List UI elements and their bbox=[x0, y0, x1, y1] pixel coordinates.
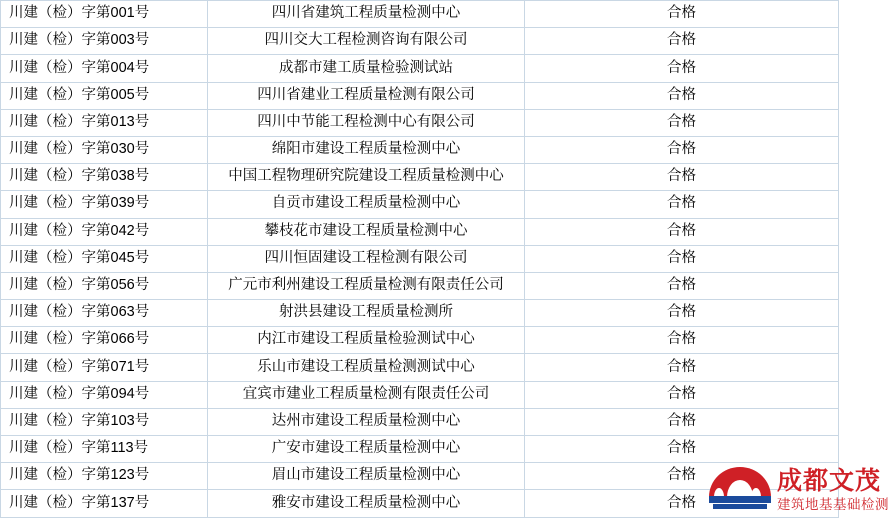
cell-institution-name: 达州市建设工程质量检测中心 bbox=[208, 408, 525, 435]
cell-certificate-code: 川建（检）字第042号 bbox=[1, 218, 208, 245]
cell-certificate-code: 川建（检）字第137号 bbox=[1, 490, 208, 517]
cell-result: 合格 bbox=[525, 191, 839, 218]
cell-certificate-code: 川建（检）字第013号 bbox=[1, 109, 208, 136]
cell-result: 合格 bbox=[525, 136, 839, 163]
cell-certificate-code: 川建（检）字第030号 bbox=[1, 136, 208, 163]
table-row bbox=[1, 218, 839, 245]
cell-institution-name: 四川省建业工程质量检测有限公司 bbox=[208, 82, 525, 109]
cell-result: 合格 bbox=[525, 164, 839, 191]
table-row bbox=[1, 272, 839, 299]
table-row bbox=[1, 381, 839, 408]
cell-institution-name: 绵阳市建设工程质量检测中心 bbox=[208, 136, 525, 163]
cell-institution-name: 内江市建设工程质量检验测试中心 bbox=[208, 327, 525, 354]
table-row bbox=[1, 327, 839, 354]
cell-institution-name: 四川省建筑工程质量检测中心 bbox=[208, 1, 525, 28]
cell-institution-name: 广安市建设工程质量检测中心 bbox=[208, 436, 525, 463]
cell-result: 合格 bbox=[525, 245, 839, 272]
table-row bbox=[1, 408, 839, 435]
cell-result: 合格 bbox=[525, 463, 839, 490]
cell-institution-name: 射洪县建设工程质量检测所 bbox=[208, 300, 525, 327]
cell-result: 合格 bbox=[525, 381, 839, 408]
cell-institution-name: 乐山市建设工程质量检测测试中心 bbox=[208, 354, 525, 381]
cell-result: 合格 bbox=[525, 436, 839, 463]
table-body bbox=[1, 1, 839, 518]
table-row bbox=[1, 436, 839, 463]
cell-institution-name: 中国工程物理研究院建设工程质量检测中心 bbox=[208, 164, 525, 191]
cell-certificate-code: 川建（检）字第103号 bbox=[1, 408, 208, 435]
cell-institution-name: 四川恒固建设工程检测有限公司 bbox=[208, 245, 525, 272]
cell-institution-name: 四川中节能工程检测中心有限公司 bbox=[208, 109, 525, 136]
table-row bbox=[1, 136, 839, 163]
table-row bbox=[1, 109, 839, 136]
table-row bbox=[1, 191, 839, 218]
table-row bbox=[1, 300, 839, 327]
cell-institution-name: 宜宾市建业工程质量检测有限责任公司 bbox=[208, 381, 525, 408]
cell-result: 合格 bbox=[525, 109, 839, 136]
cell-certificate-code: 川建（检）字第063号 bbox=[1, 300, 208, 327]
cell-institution-name: 四川交大工程检测咨询有限公司 bbox=[208, 28, 525, 55]
watermark-company-name: 成都文茂 bbox=[777, 466, 882, 495]
cell-institution-name: 雅安市建设工程质量检测中心 bbox=[208, 490, 525, 517]
table-row bbox=[1, 82, 839, 109]
cell-result: 合格 bbox=[525, 327, 839, 354]
cell-certificate-code: 川建（检）字第071号 bbox=[1, 354, 208, 381]
cell-result: 合格 bbox=[525, 55, 839, 82]
table-row bbox=[1, 1, 839, 28]
cell-institution-name: 成都市建工质量检验测试站 bbox=[208, 55, 525, 82]
table-row bbox=[1, 245, 839, 272]
watermark-tagline: 建筑地基基础检测 bbox=[777, 496, 889, 512]
cell-certificate-code: 川建（检）字第003号 bbox=[1, 28, 208, 55]
cell-result: 合格 bbox=[525, 272, 839, 299]
table-row bbox=[1, 55, 839, 82]
cell-certificate-code: 川建（检）字第094号 bbox=[1, 381, 208, 408]
cell-result: 合格 bbox=[525, 490, 839, 517]
cell-certificate-code: 川建（检）字第045号 bbox=[1, 245, 208, 272]
cell-result: 合格 bbox=[525, 218, 839, 245]
cell-certificate-code: 川建（检）字第038号 bbox=[1, 164, 208, 191]
cell-result: 合格 bbox=[525, 408, 839, 435]
cell-certificate-code: 川建（检）字第056号 bbox=[1, 272, 208, 299]
table-row bbox=[1, 164, 839, 191]
table-row bbox=[1, 28, 839, 55]
cell-result: 合格 bbox=[525, 82, 839, 109]
cell-result: 合格 bbox=[525, 28, 839, 55]
cell-institution-name: 自贡市建设工程质量检测中心 bbox=[208, 191, 525, 218]
cell-certificate-code: 川建（检）字第004号 bbox=[1, 55, 208, 82]
cell-certificate-code: 川建（检）字第039号 bbox=[1, 191, 208, 218]
cell-certificate-code: 川建（检）字第113号 bbox=[1, 436, 208, 463]
cell-result: 合格 bbox=[525, 1, 839, 28]
cell-result: 合格 bbox=[525, 354, 839, 381]
cell-certificate-code: 川建（检）字第005号 bbox=[1, 82, 208, 109]
table-row bbox=[1, 354, 839, 381]
cell-institution-name: 眉山市建设工程质量检测中心 bbox=[208, 463, 525, 490]
table-row bbox=[1, 463, 839, 490]
cell-certificate-code: 川建（检）字第066号 bbox=[1, 327, 208, 354]
cell-certificate-code: 川建（检）字第001号 bbox=[1, 1, 208, 28]
cell-institution-name: 攀枝花市建设工程质量检测中心 bbox=[208, 218, 525, 245]
cell-result: 合格 bbox=[525, 300, 839, 327]
cell-certificate-code: 川建（检）字第123号 bbox=[1, 463, 208, 490]
table-row bbox=[1, 490, 839, 517]
cell-institution-name: 广元市利州建设工程质量检测有限责任公司 bbox=[208, 272, 525, 299]
